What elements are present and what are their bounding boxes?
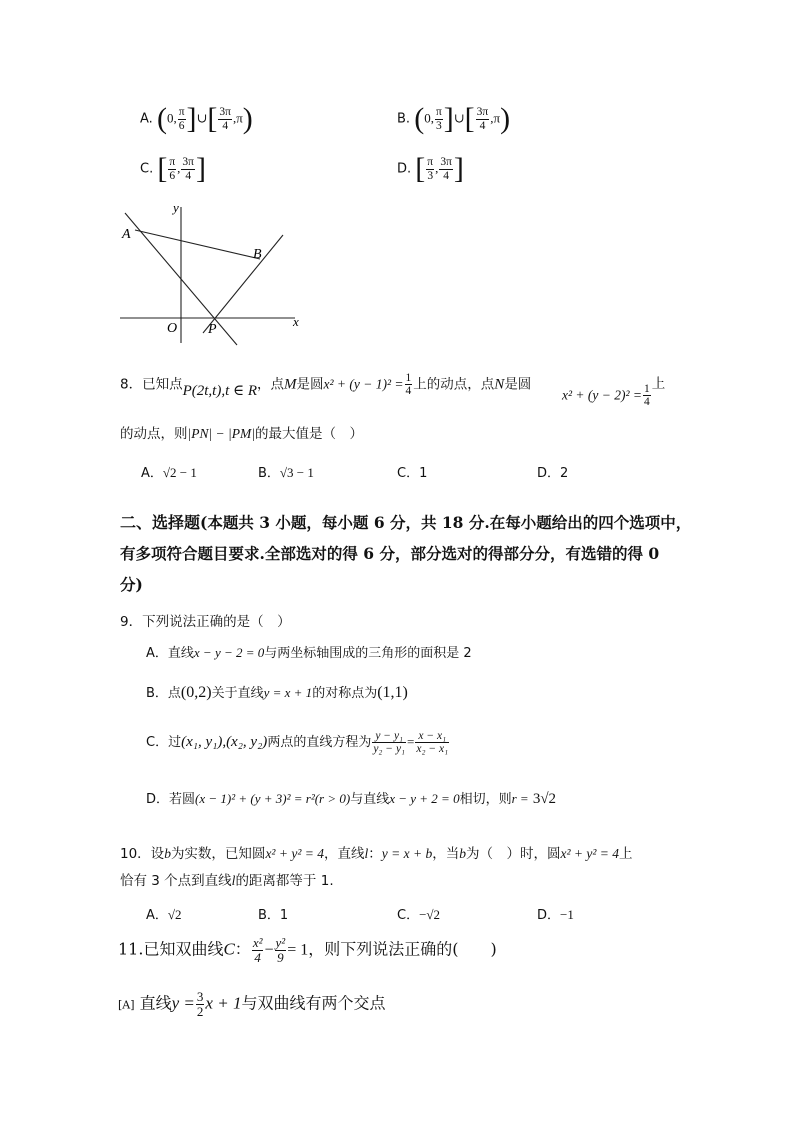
- q9-stem: 9．下列说法正确的是（ ）: [120, 614, 291, 630]
- segment-ab: [135, 230, 260, 259]
- label-y: y: [173, 200, 179, 215]
- q10-option-b: B．1: [258, 908, 289, 923]
- geometry-figure: [115, 195, 310, 350]
- option-b: B. (0, $\frac{\pi}{3}$ ]∪[ $\frac{3\pi}{4}$ ,π): [397, 102, 511, 135]
- q8-option-c: C．1: [397, 466, 428, 481]
- q9-option-d: D．若圆(x − 1)² + (y + 3)² = r²(r > 0)与直线x − y + 2 = 0相切，则r = 3√2: [146, 791, 557, 807]
- q10-option-d: D．−1: [537, 907, 574, 923]
- q8-option-b: B．√3 − 1: [258, 465, 314, 481]
- section2-line1: 二、选择题(本题共 3 小题，每小题 6 分，共 18 分.在每小题给出的四个选项中，: [120, 513, 692, 532]
- label-x: x: [293, 314, 299, 329]
- option-a: A. (0, $\frac{\pi}{6}$ ]∪[ $\frac{3\pi}{4}$ ,π): [140, 102, 253, 135]
- label-b: B: [253, 247, 262, 262]
- paren: (: [156, 102, 167, 135]
- option-c: C. [ $\frac{\pi}{6}$ , $\frac{3\pi}{4}$ ]: [140, 152, 206, 185]
- q8-option-d: D．2: [537, 466, 569, 481]
- q10-line1: 10．设b为实数，已知圆x² + y² = 4，直线l：y = x + b，当b为（ ）时，圆x² + y² = 4上: [120, 846, 633, 862]
- q9-option-c: C．过(x₁, y₁),(x₂, y₂)两点的直线方程为 $\frac{\text{y − y₁}}{\text{y₂ − y₁}}$ = $\frac{\text{x − x₁}}{\text{x₂ − x₁}}$: [146, 730, 449, 756]
- q9-option-a: A．直线x − y − 2 = 0与两坐标轴围成的三角形的面积是 2: [146, 645, 472, 661]
- q11-option-a: [A] 直线y = $\frac{3}{2}$ x + 1与双曲线有两个交点: [118, 989, 386, 1019]
- q10-option-a: A．√2: [146, 907, 182, 923]
- q10-option-c: C．−√2: [397, 907, 441, 923]
- q9-option-b: B．点(0,2)关于直线y = x + 1的对称点为(1,1): [146, 684, 408, 701]
- q10-line2: 恰有 3 个点到直线l的距离都等于 1.: [120, 873, 334, 889]
- label-a: A: [122, 227, 131, 242]
- q8-option-a: A．√2 − 1: [141, 465, 197, 481]
- section2-line2: 有多项符合题目要求.全部选对的得 6 分，部分选对的得部分分，有选错的得 0: [120, 544, 660, 563]
- section2-line3: 分): [120, 575, 143, 594]
- label-p: P: [208, 322, 217, 337]
- q8-line1: 8．已知点P(2t,t),t ∈ R，点M是圆x² + (y − 1)² = $\frac{1}{4}$ 上的动点，点N是圆: [120, 372, 532, 399]
- q8-line2: 的动点，则|PN| − |PM|的最大值是（ ）: [120, 426, 363, 442]
- q11-stem: 11.已知双曲线C： $\frac{\text{x²}}{4}$ − $\frac{\text{y²}}{9}$ = 1，则下列说法正确的( ): [118, 935, 497, 965]
- label-o: O: [167, 321, 178, 336]
- q8-line1-tail: x² + (y − 2)² = $\frac{1}{4}$ 上: [562, 375, 666, 409]
- option-d: D. [ $\frac{\pi}{3}$ , $\frac{3\pi}{4}$ ]: [397, 152, 464, 185]
